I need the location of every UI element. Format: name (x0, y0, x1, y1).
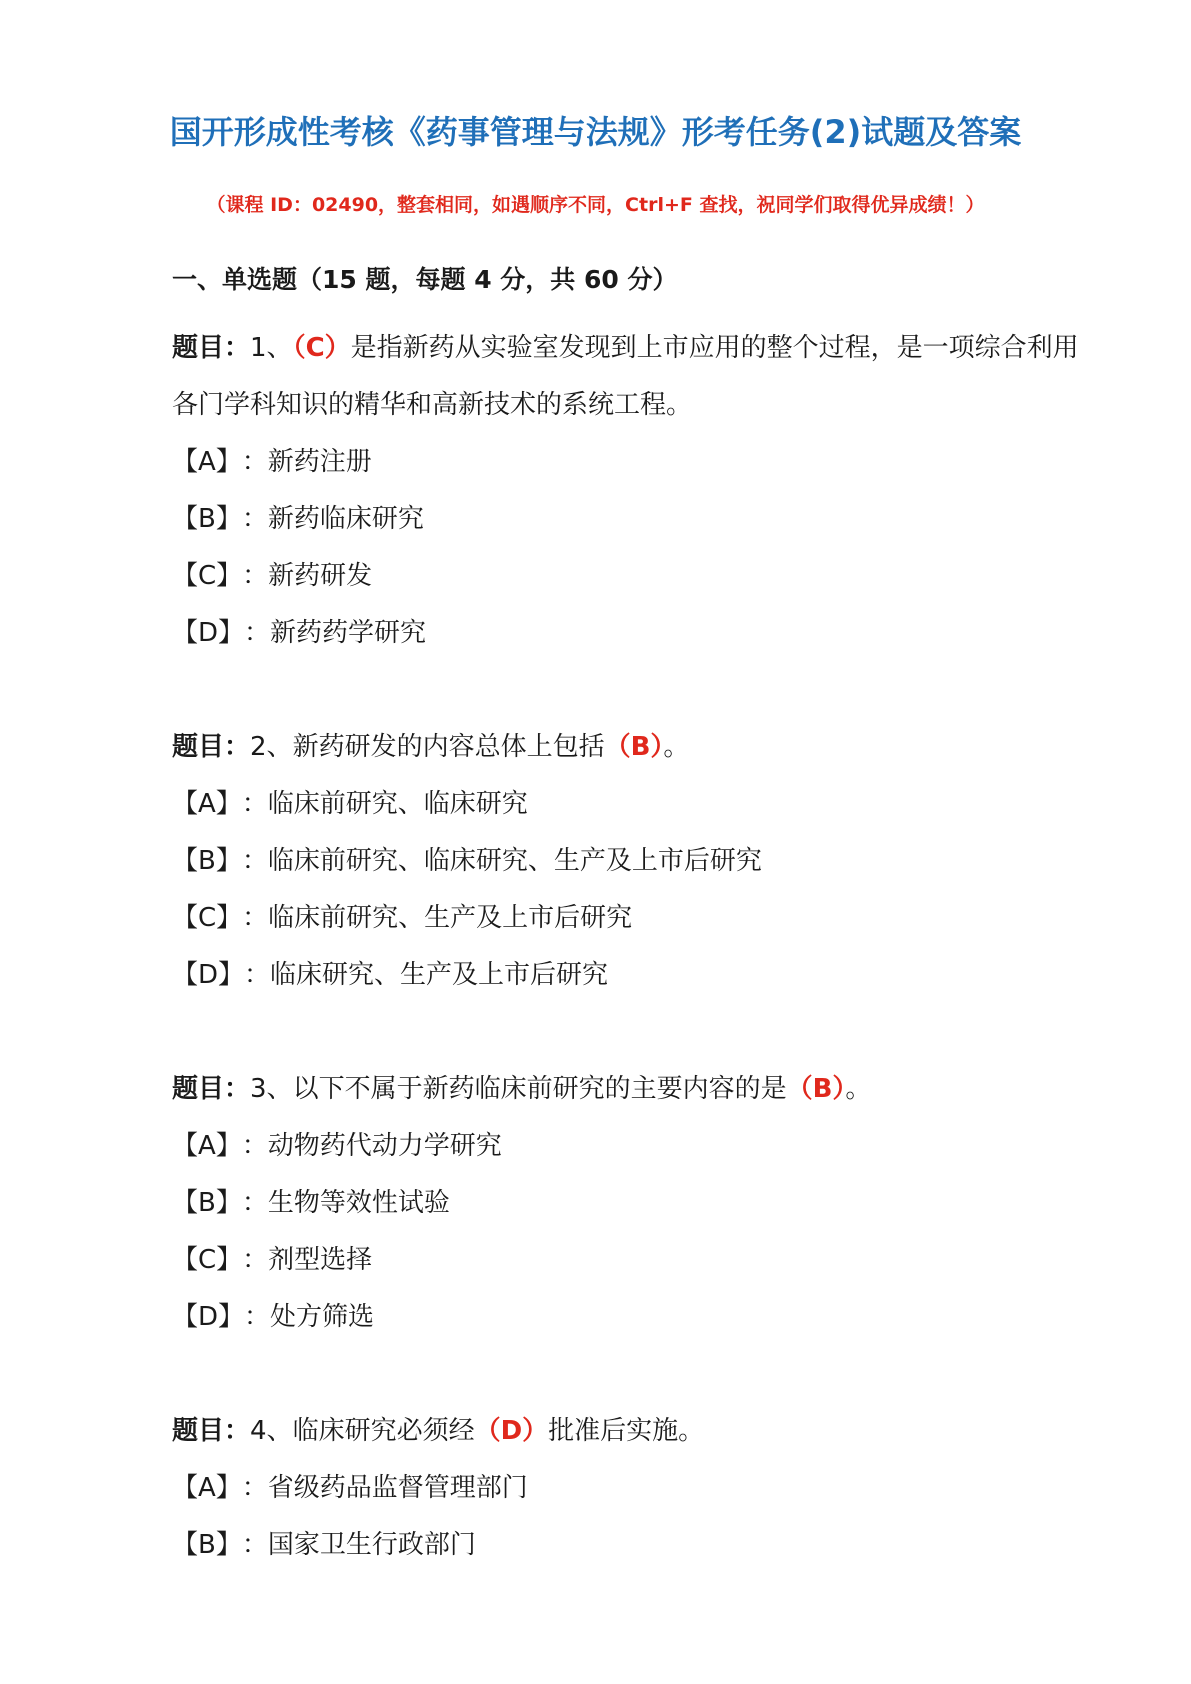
option-letter: 【A】 (172, 789, 242, 819)
question-text-before: 新药研发的内容总体上包括 (292, 732, 605, 762)
question-text (172, 719, 1092, 776)
option-text: ：临床研究、生产及上市后研究 (244, 960, 609, 990)
question-number: 1、 (250, 333, 293, 363)
option-letter: 【B】 (172, 1530, 242, 1560)
option-letter: 【A】 (172, 447, 242, 477)
question-text (172, 1403, 1092, 1460)
option-text: ：动物药代动力学研究 (241, 1131, 502, 1161)
option-b (172, 1517, 1092, 1574)
option-text: ：临床前研究、临床研究 (241, 789, 528, 819)
option-a (172, 776, 1092, 833)
document-title: 国开形成性考核《药事管理与法规》形考任务(2)试题及答案 (169, 113, 1022, 151)
question-spacer (172, 662, 1092, 719)
option-d (172, 1289, 1092, 1346)
option-a (172, 1460, 1092, 1517)
question-number: 3、 (250, 1074, 293, 1104)
question-text (172, 320, 1092, 434)
section-heading: 一、单选题（15 题，每题 4 分，共 60 分） (172, 265, 678, 294)
option-text: ：省级药品监督管理部门 (241, 1473, 528, 1503)
question-3 (172, 1061, 1092, 1346)
answer-mark: （D） (474, 1416, 549, 1446)
option-letter: 【C】 (172, 1245, 243, 1275)
option-c (172, 1232, 1092, 1289)
option-letter: 【C】 (172, 903, 243, 933)
option-c (172, 890, 1092, 947)
option-text: ：剂型选择 (242, 1245, 373, 1275)
answer-mark: （B） (604, 732, 664, 762)
option-b (172, 833, 1092, 890)
question-spacer (172, 1004, 1092, 1061)
question-1 (172, 320, 1092, 662)
question-text-after: 是指新药从实验室发现到上市应用的整个过程，是一项综合利用各门学科知识的精华和高新技术的系统工程。 (172, 333, 1079, 420)
option-letter: 【D】 (172, 618, 245, 648)
option-letter: 【B】 (172, 846, 242, 876)
option-a (172, 1118, 1092, 1175)
option-letter: 【A】 (172, 1473, 242, 1503)
question-prefix: 题目： (172, 732, 251, 762)
option-d (172, 947, 1092, 1004)
question-number: 2、 (250, 732, 293, 762)
option-text: ：新药注册 (241, 447, 372, 477)
option-b (172, 1175, 1092, 1232)
option-text: ：新药临床研究 (241, 504, 424, 534)
question-prefix: 题目： (172, 1074, 251, 1104)
option-c (172, 548, 1092, 605)
question-prefix: 题目： (172, 333, 251, 363)
option-text: ：临床前研究、临床研究、生产及上市后研究 (241, 846, 762, 876)
option-text: ：新药药学研究 (244, 618, 427, 648)
option-text: ：临床前研究、生产及上市后研究 (242, 903, 633, 933)
question-text-before: 以下不属于新药临床前研究的主要内容的是 (292, 1074, 787, 1104)
course-note: （课程 ID：02490，整套相同，如遇顺序不同，Ctrl+F 查找，祝同学们取得优异成绩！） (206, 194, 985, 216)
option-letter: 【C】 (172, 561, 243, 591)
option-letter: 【D】 (172, 1302, 245, 1332)
option-letter: 【A】 (172, 1131, 242, 1161)
question-2 (172, 719, 1092, 1004)
option-text: ：新药研发 (242, 561, 373, 591)
question-number: 4、 (250, 1416, 293, 1446)
option-text: ：处方筛选 (244, 1302, 375, 1332)
question-spacer (172, 1346, 1092, 1403)
question-text-after: 。 (845, 1074, 872, 1104)
option-b (172, 491, 1092, 548)
question-4 (172, 1403, 1092, 1574)
question-text-before: 临床研究必须经 (292, 1416, 475, 1446)
answer-mark: （B） (786, 1074, 846, 1104)
question-text (172, 1061, 1092, 1118)
option-d (172, 605, 1092, 662)
option-a (172, 434, 1092, 491)
question-text-after: 。 (663, 732, 690, 762)
option-letter: 【B】 (172, 1188, 242, 1218)
option-text: ：生物等效性试验 (241, 1188, 450, 1218)
document-content (172, 264, 1092, 1574)
option-letter: 【D】 (172, 960, 245, 990)
question-prefix: 题目： (172, 1416, 251, 1446)
option-letter: 【B】 (172, 504, 242, 534)
option-text: ：国家卫生行政部门 (241, 1530, 476, 1560)
answer-mark: （C） (292, 333, 351, 363)
question-text-after: 批准后实施。 (548, 1416, 705, 1446)
